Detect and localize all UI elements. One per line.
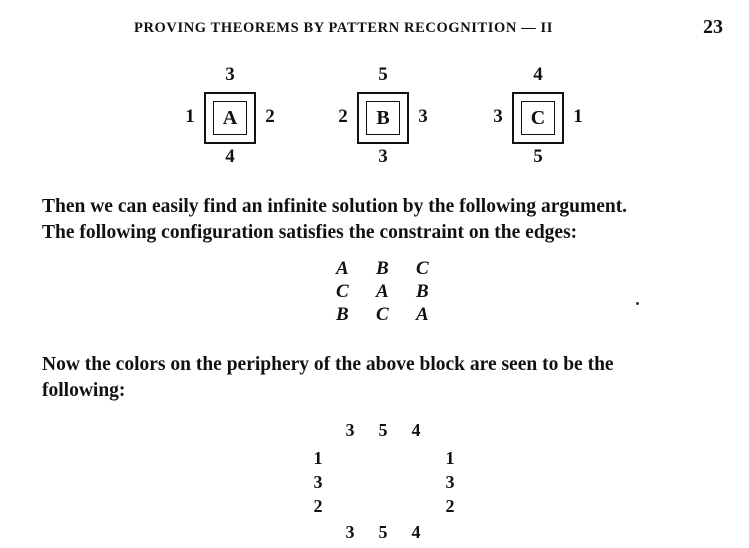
tile-a-label: A <box>213 101 247 135</box>
configuration-cell: B <box>336 304 349 325</box>
configuration-cell: A <box>336 258 349 279</box>
tile-a-bottom-color: 4 <box>225 146 235 167</box>
configuration-cell: B <box>416 281 429 302</box>
tile-a-right-color: 2 <box>265 106 275 127</box>
tile-b-left-color: 2 <box>338 106 348 127</box>
tile-c-label: C <box>521 101 555 135</box>
tile-a-top-color: 3 <box>225 64 235 85</box>
tile-b-bottom-color: 3 <box>378 146 388 167</box>
tile-c-bottom-color: 5 <box>533 146 543 167</box>
periphery-right-color: 3 <box>445 472 455 492</box>
periphery-right-color: 2 <box>445 496 455 516</box>
paragraph-line: The following configuration satisfies the constraint on the edges: <box>42 222 578 243</box>
configuration-cell: C <box>416 258 429 279</box>
tile-b <box>313 64 433 180</box>
periphery-bottom-color: 3 <box>345 522 355 542</box>
print-speck <box>636 302 639 305</box>
periphery-left-color: 3 <box>313 472 323 492</box>
tile-configuration <box>336 258 456 327</box>
configuration-row <box>336 304 456 327</box>
periphery-left-color: 2 <box>313 496 323 516</box>
tile-c <box>468 64 588 180</box>
tile-a <box>160 64 280 180</box>
configuration-cell: B <box>376 258 389 279</box>
configuration-cell: C <box>376 304 389 325</box>
tile-a-left-color: 1 <box>185 106 195 127</box>
tile-b-right-color: 3 <box>418 106 428 127</box>
tile-c-left-color: 3 <box>493 106 503 127</box>
periphery-top-color: 3 <box>345 420 355 440</box>
configuration-row <box>336 281 456 304</box>
configuration-row <box>336 258 456 281</box>
configuration-cell: C <box>336 281 349 302</box>
page-number: 23 <box>703 16 723 38</box>
paragraph-line: Now the colors on the periphery of the above block are seen to be the <box>42 354 614 375</box>
tile-b-top-color: 5 <box>378 64 388 85</box>
periphery-right-color: 1 <box>445 448 455 468</box>
paragraph-argument <box>42 194 732 246</box>
periphery-left-color: 1 <box>313 448 323 468</box>
configuration-cell: A <box>376 281 389 302</box>
running-head: PROVING THEOREMS BY PATTERN RECOGNITION — II <box>134 20 554 36</box>
paragraph-line: Then we can easily find an infinite solution by the following argument. <box>42 196 628 217</box>
paragraph-line: following: <box>42 380 126 401</box>
periphery-top-color: 5 <box>378 420 388 440</box>
periphery-bottom-color: 5 <box>378 522 388 542</box>
tile-c-right-color: 1 <box>573 106 583 127</box>
tile-c-top-color: 4 <box>533 64 543 85</box>
tile-b-label: B <box>366 101 400 135</box>
periphery-top-color: 4 <box>411 420 421 440</box>
periphery-bottom-color: 4 <box>411 522 421 542</box>
paragraph-periphery <box>42 352 732 404</box>
configuration-cell: A <box>416 304 429 325</box>
